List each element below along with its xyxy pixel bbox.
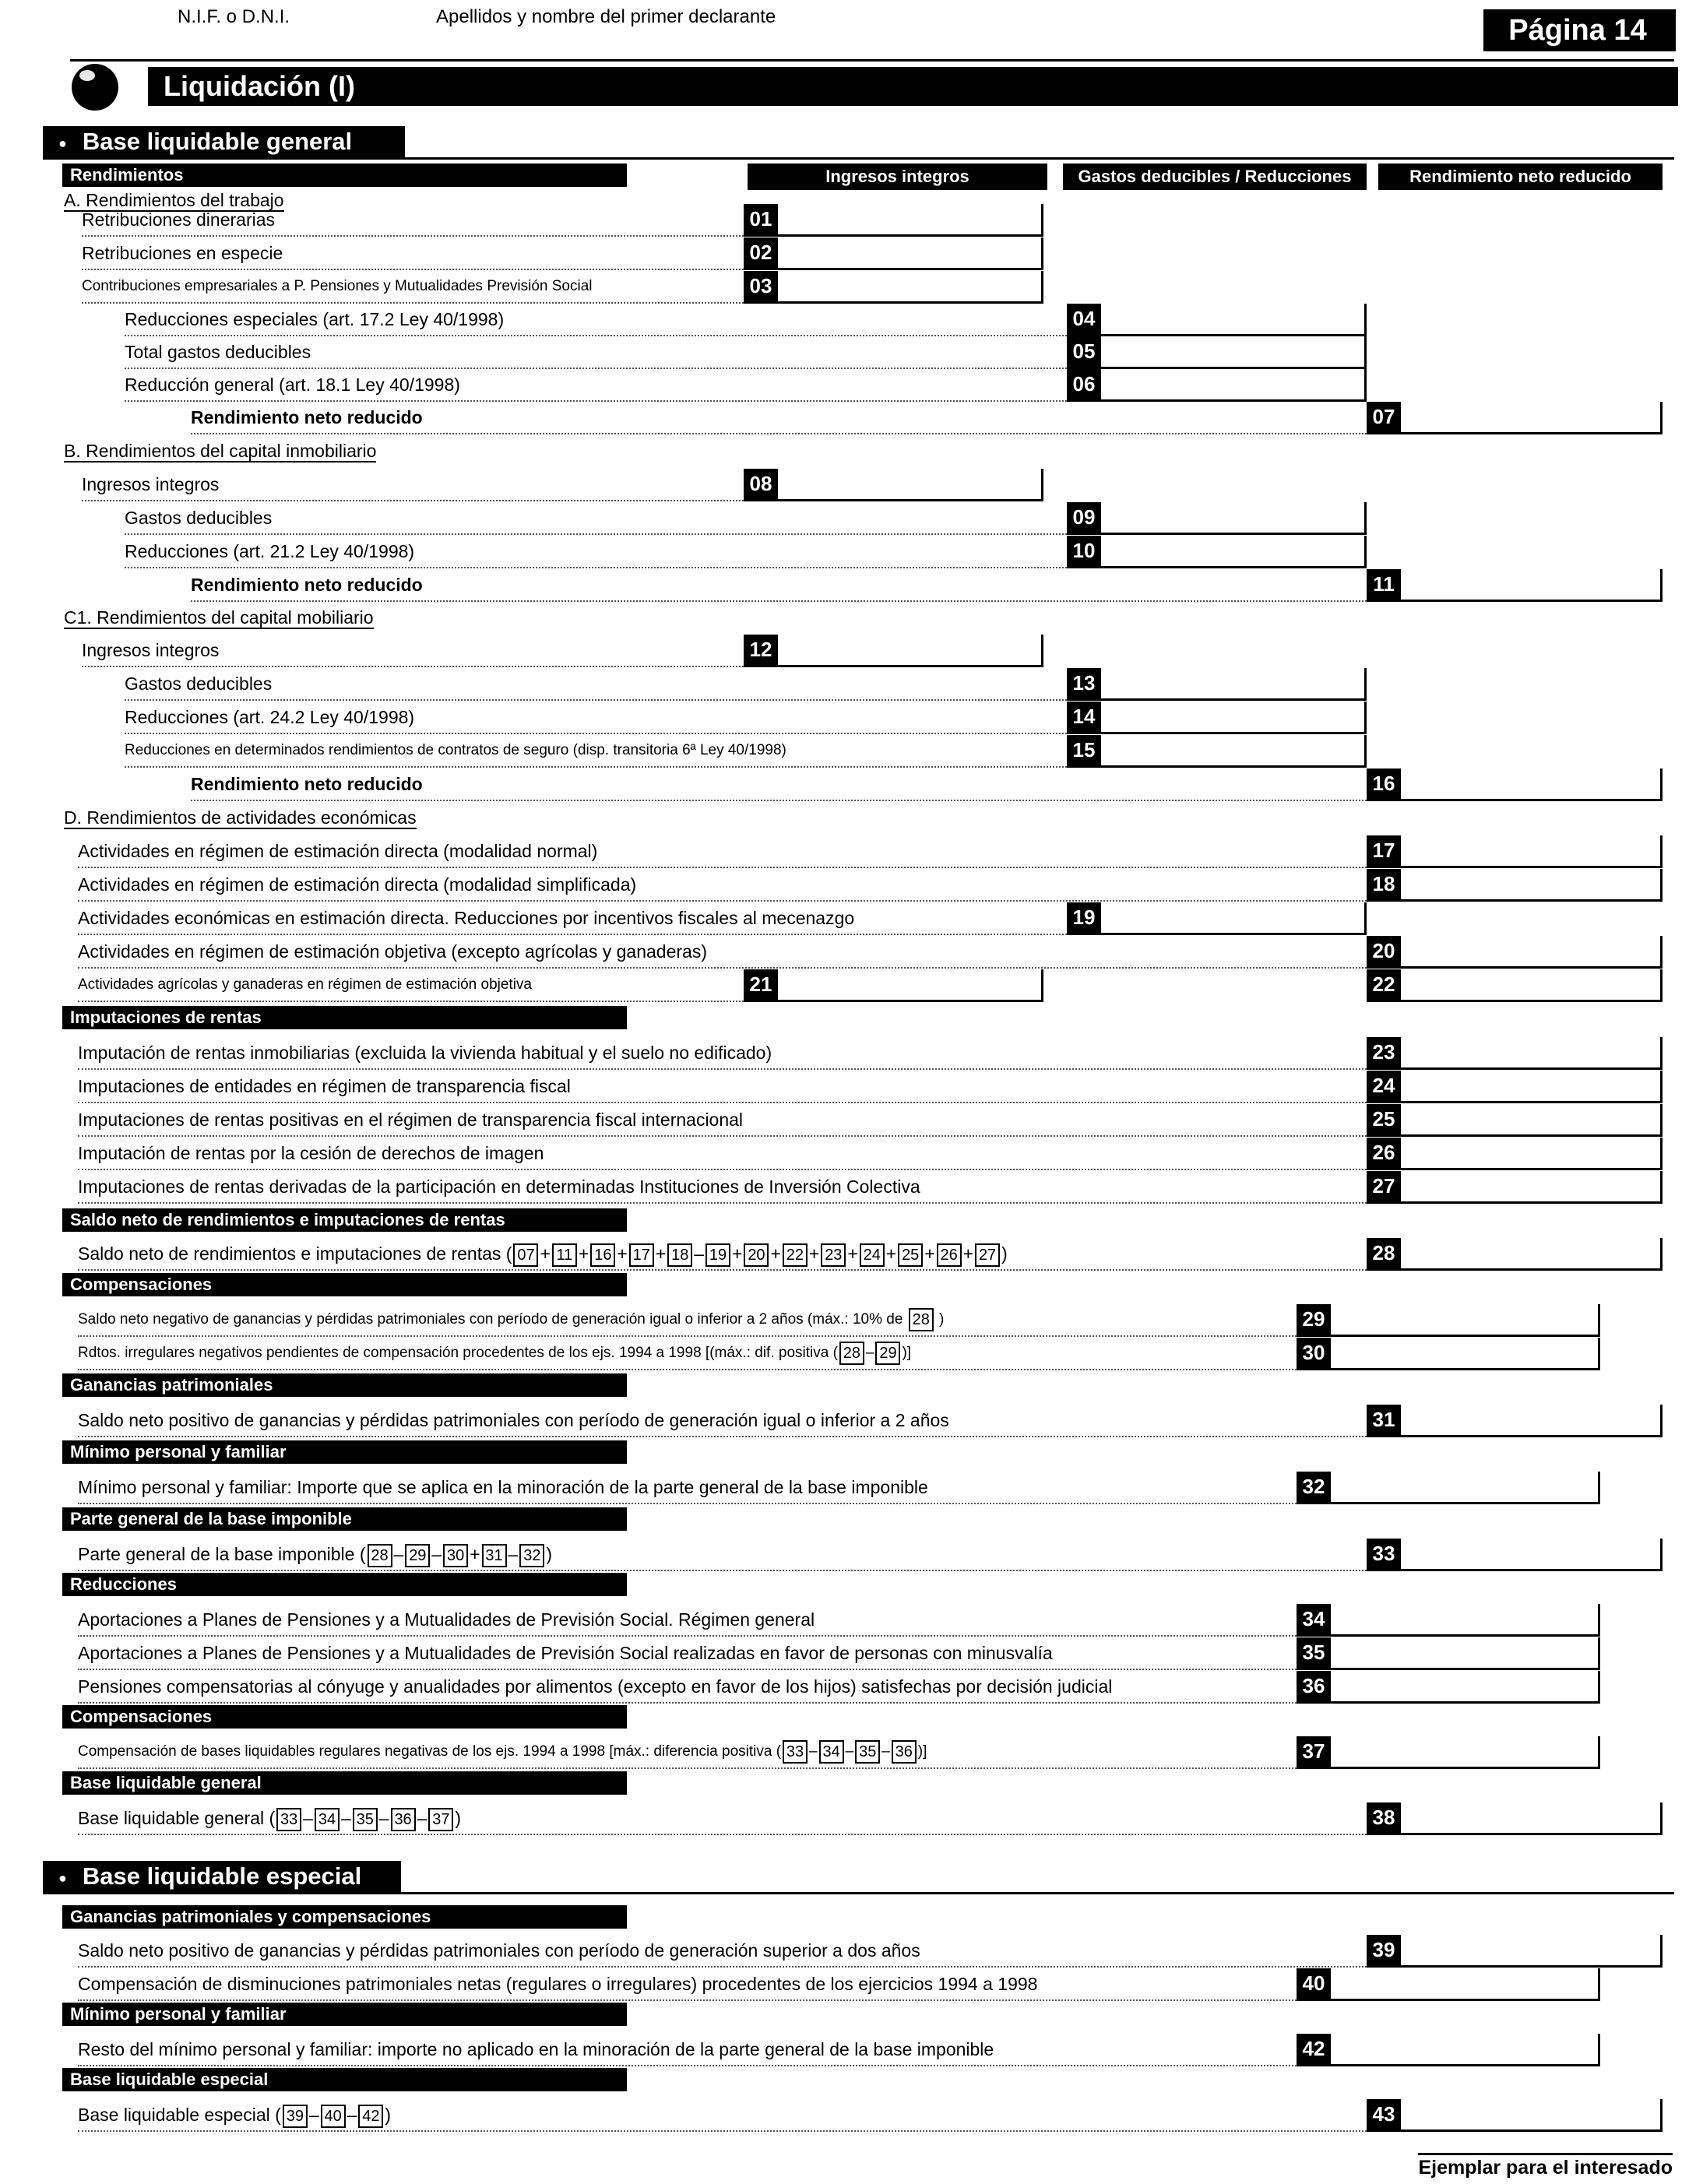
row-39-label: Saldo neto positivo de ganancias y pérdidas patrimoniales con período de generación superior a dos años: [78, 1935, 1367, 1968]
field-36[interactable]: 36: [1297, 1671, 1600, 1704]
field-38[interactable]: 38: [1367, 1802, 1663, 1835]
row-10-label: Reducciones (art. 21.2 Ley 40/1998): [125, 536, 1067, 568]
row-12-label: Ingresos integros: [82, 635, 744, 667]
row-15-label: Reducciones en determinados rendimientos de contratos de seguro (disp. transitoria 6ª Ley 40/1998): [125, 735, 1067, 768]
row-05-label: Total gastos deducibles: [125, 336, 1067, 369]
row-26-label: Imputación de rentas por la cesión de derechos de imagen: [78, 1138, 1367, 1170]
field-09[interactable]: 09: [1067, 502, 1367, 535]
field-32[interactable]: 32: [1297, 1472, 1600, 1504]
row-13-label: Gastos deducibles: [125, 668, 1067, 701]
field-02[interactable]: 02: [744, 237, 1043, 270]
section-tab-general: ● Base liquidable general: [43, 126, 405, 157]
bar-base-especial: Base liquidable especial: [62, 2068, 627, 2091]
field-17[interactable]: 17: [1367, 835, 1663, 868]
field-35[interactable]: 35: [1297, 1637, 1600, 1670]
row-21-label: Actividades agrícolas y ganaderas en régimen de estimación objetiva: [78, 969, 744, 1002]
section-tab-especial: ● Base liquidable especial: [43, 1861, 401, 1892]
field-06[interactable]: 06: [1067, 369, 1367, 402]
row-14-label: Reducciones (art. 24.2 Ley 40/1998): [125, 702, 1067, 734]
row-27-label: Imputaciones de rentas derivadas de la participación en determinadas Instituciones de Inversión Colectiva: [78, 1171, 1367, 1204]
row-04-label: Reducciones especiales (art. 17.2 Ley 40/1998): [125, 304, 1067, 336]
field-12[interactable]: 12: [744, 635, 1043, 667]
name-label: Apellidos y nombre del primer declarante: [436, 6, 776, 27]
row-09-label: Gastos deducibles: [125, 502, 1067, 535]
field-23[interactable]: 23: [1367, 1037, 1663, 1070]
field-31[interactable]: 31: [1367, 1405, 1663, 1437]
row-23-label: Imputación de rentas inmobiliarias (excluida la vivienda habitual y el suelo no edificado): [78, 1037, 1367, 1070]
field-11[interactable]: 11: [1367, 569, 1663, 602]
row-31-label: Saldo neto positivo de ganancias y pérdidas patrimoniales con período de generación igual o inferior a 2 años: [78, 1405, 1367, 1437]
row-35-label: Aportaciones a Planes de Pensiones y a Mutualidades de Previsión Social realizadas en favor de personas con minusvalía: [78, 1637, 1297, 1670]
bar-rendimientos: Rendimientos: [62, 164, 627, 187]
row-43-label: Base liquidable especial ( 39 – 40 – 42 ): [78, 2099, 1367, 2132]
section-bullet-icon: [72, 64, 118, 111]
section-rule-especial: [43, 1892, 1674, 1894]
page-number: Página 14: [1483, 9, 1676, 51]
row-28-label: Saldo neto de rendimientos e imputaciones de rentas ( 07 + 11 + 16 + 17 + 18 – 19 + 20 + 22 + 23 + 24 + 25 + 26 + 27 ): [78, 1238, 1367, 1271]
field-01[interactable]: 01: [744, 204, 1043, 237]
bar-reducciones: Reducciones: [62, 1573, 627, 1596]
field-29[interactable]: 29: [1297, 1304, 1600, 1337]
row-33-label: Parte general de la base imponible ( 28 – 29 – 30 + 31 – 32 ): [78, 1539, 1367, 1571]
field-27[interactable]: 27: [1367, 1171, 1663, 1204]
row-38-label: Base liquidable general ( 33 – 34 – 35 – 36 – 37 ): [78, 1802, 1367, 1835]
field-22[interactable]: 22: [1367, 969, 1663, 1002]
bar-minimo-especial: Mínimo personal y familiar: [62, 2003, 627, 2026]
row-11-label: Rendimiento neto reducido: [191, 569, 1367, 602]
bar-compensaciones: Compensaciones: [62, 1273, 627, 1296]
field-37[interactable]: 37: [1297, 1736, 1600, 1769]
row-36-label: Pensiones compensatorias al cónyuge y anualidades por alimentos (excepto en favor de los hijos) satisfechas por decisión judicial: [78, 1671, 1297, 1704]
sub-b-label: B. Rendimientos del capital inmobiliario: [64, 441, 377, 461]
row-17-label: Actividades en régimen de estimación directa (modalidad normal): [78, 835, 1367, 868]
bar-ganancias-compensaciones: Ganancias patrimoniales y compensaciones: [62, 1905, 627, 1929]
field-18[interactable]: 18: [1367, 869, 1663, 902]
col-header-gastos: Gastos deducibles / Reducciones: [1063, 164, 1367, 190]
field-21[interactable]: 21: [744, 969, 1043, 1002]
bar-parte-general: Parte general de la base imponible: [62, 1507, 627, 1531]
bar-minimo: Mínimo personal y familiar: [62, 1440, 627, 1464]
row-08-label: Ingresos integros: [82, 469, 744, 501]
sub-c1-label: C1. Rendimientos del capital mobiliario: [64, 607, 374, 628]
field-10[interactable]: 10: [1067, 536, 1367, 568]
field-25[interactable]: 25: [1367, 1104, 1663, 1137]
row-34-label: Aportaciones a Planes de Pensiones y a Mutualidades de Previsión Social. Régimen general: [78, 1604, 1297, 1637]
field-07[interactable]: 07: [1367, 402, 1663, 434]
row-25-label: Imputaciones de rentas positivas en el régimen de transparencia fiscal internacional: [78, 1104, 1367, 1137]
bar-saldo: Saldo neto de rendimientos e imputaciones de rentas: [62, 1208, 627, 1232]
section-rule: [43, 157, 1674, 160]
row-29-label: Saldo neto negativo de ganancias y pérdidas patrimoniales con período de generación igual o inferior a 2 años (máx.: 10% de 28 ): [78, 1304, 1297, 1337]
row-40-label: Compensación de disminuciones patrimoniales netas (regulares o irregulares) procedentes de los ejercicios 1994 a 1998: [78, 1968, 1297, 2001]
field-40[interactable]: 40: [1297, 1968, 1600, 2001]
sub-d-label: D. Rendimientos de actividades económicas: [64, 807, 417, 828]
field-24[interactable]: 24: [1367, 1071, 1663, 1103]
row-02-label: Retribuciones en especie: [82, 237, 744, 270]
field-26[interactable]: 26: [1367, 1138, 1663, 1170]
field-30[interactable]: 30: [1297, 1338, 1600, 1370]
field-15[interactable]: 15: [1067, 735, 1367, 768]
bar-base-general: Base liquidable general: [62, 1771, 627, 1795]
field-14[interactable]: 14: [1067, 702, 1367, 734]
row-06-label: Reducción general (art. 18.1 Ley 40/1998): [125, 369, 1067, 402]
bar-compensaciones-2: Compensaciones: [62, 1705, 627, 1729]
page-title: Liquidación (I): [148, 67, 1678, 106]
row-07-label: Rendimiento neto reducido: [191, 402, 1367, 434]
row-16-label: Rendimiento neto reducido: [191, 768, 1367, 801]
row-32-label: Mínimo personal y familiar: Importe que se aplica en la minoración de la parte general de la base imponible: [78, 1472, 1297, 1504]
field-03[interactable]: 03: [744, 271, 1043, 304]
field-04[interactable]: 04: [1067, 304, 1367, 336]
row-30-label: Rdtos. irregulares negativos pendientes de compensación procedentes de los ejs. 1994 a 1998 [(máx.: dif. positiva ( 28 – 29 )]: [78, 1338, 1297, 1370]
bar-ganancias: Ganancias patrimoniales: [62, 1373, 627, 1397]
field-28[interactable]: 28: [1367, 1238, 1663, 1271]
col-header-ingresos: Ingresos integros: [748, 164, 1047, 190]
field-16[interactable]: 16: [1367, 768, 1663, 801]
row-37-label: Compensación de bases liquidables regulares negativas de los ejs. 1994 a 1998 [máx.: diferencia positiva ( 33 – 34 – 35 – 36 )]: [78, 1736, 1297, 1769]
header-rule: [70, 59, 1674, 62]
field-05[interactable]: 05: [1067, 336, 1367, 369]
bar-imputaciones: Imputaciones de rentas: [62, 1006, 627, 1029]
sub-a-label: A. Rendimientos del trabajo: [64, 190, 284, 210]
row-03-label: Contribuciones empresariales a P. Pensiones y Mutualidades Previsión Social: [82, 271, 744, 304]
footer-copy-label: Ejemplar para el interesado: [1418, 2153, 1673, 2179]
nif-label: N.I.F. o D.N.I.: [178, 6, 290, 27]
field-13[interactable]: 13: [1067, 668, 1367, 701]
col-header-rendimiento: Rendimiento neto reducido: [1378, 164, 1663, 190]
row-01-label: Retribuciones dinerarias: [82, 204, 744, 237]
field-20[interactable]: 20: [1367, 936, 1663, 969]
row-18-label: Actividades en régimen de estimación directa (modalidad simplificada): [78, 869, 1367, 902]
field-42[interactable]: 42: [1297, 2034, 1600, 2066]
field-34[interactable]: 34: [1297, 1604, 1600, 1637]
row-42-label: Resto del mínimo personal y familiar: importe no aplicado en la minoración de la parte general de la base imponible: [78, 2034, 1297, 2066]
field-19[interactable]: 19: [1067, 902, 1367, 935]
row-19-label: Actividades económicas en estimación directa. Reducciones por incentivos fiscales al mecenazgo: [78, 902, 1067, 935]
row-20-label: Actividades en régimen de estimación objetiva (excepto agrícolas y ganaderas): [78, 936, 1367, 969]
row-24-label: Imputaciones de entidades en régimen de transparencia fiscal: [78, 1071, 1367, 1103]
field-39[interactable]: 39: [1367, 1935, 1663, 1968]
field-43[interactable]: 43: [1367, 2099, 1663, 2132]
field-33[interactable]: 33: [1367, 1539, 1663, 1571]
field-08[interactable]: 08: [744, 469, 1043, 501]
